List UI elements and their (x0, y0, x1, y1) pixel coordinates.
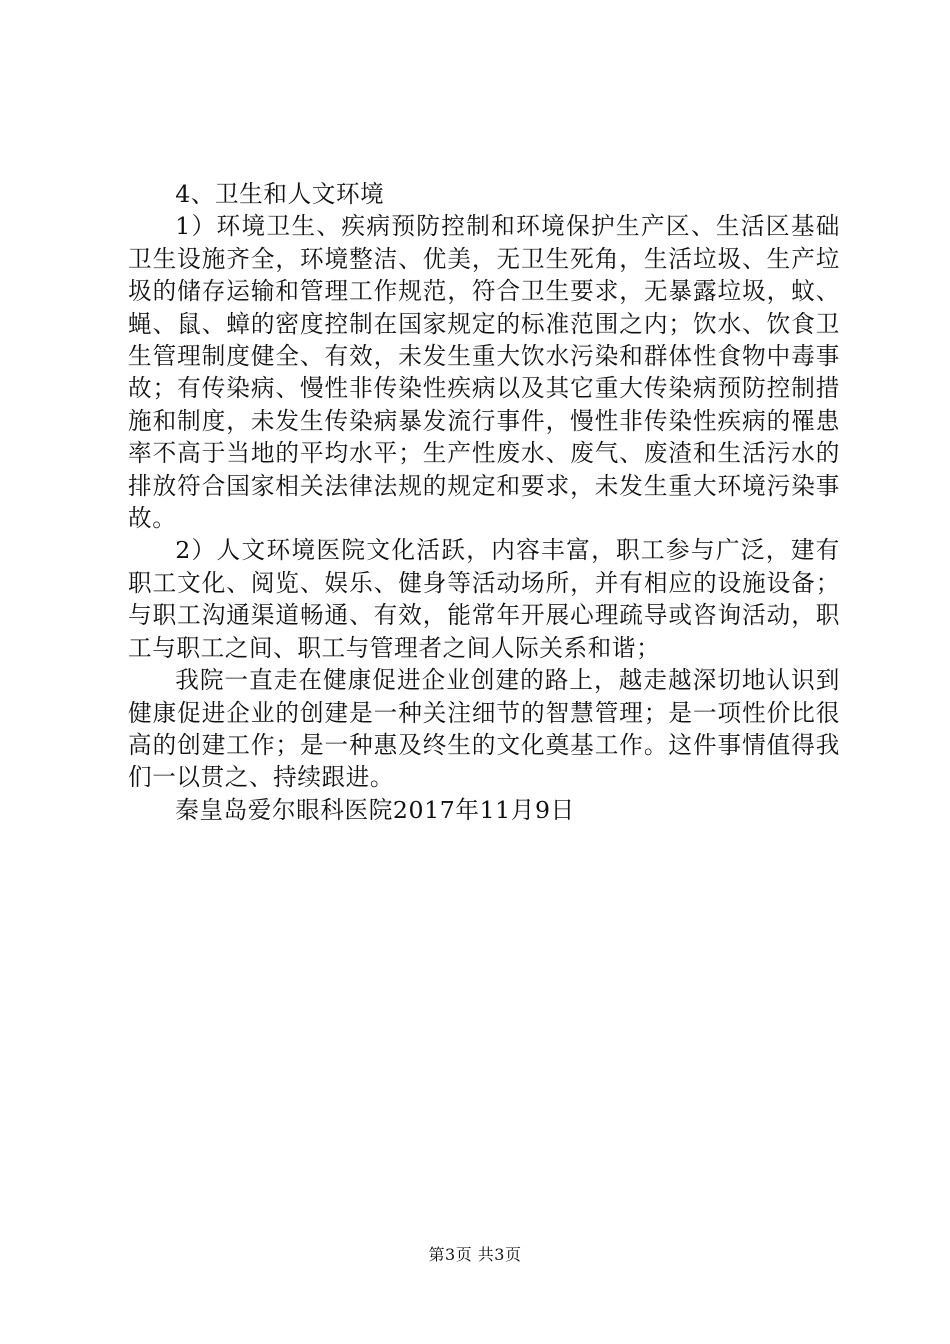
paragraph-conclusion: 我院一直走在健康促进企业创建的路上，越走越深切地认识到健康促进企业的创建是一种关注细节的智慧管理；是一项性价比很高的创建工作；是一种惠及终生的文化奠基工作。这件事情值得我们一以贯之、持续跟进。 (128, 666, 840, 792)
paragraph-humanistic-environment: 2）人文环境医院文化活跃，内容丰富，职工参与广泛，建有职工文化、阅览、娱乐、健身等活动场所，并有相应的设施设备；与职工沟通渠道畅通、有效，能常年开展心理疏导或咨询活动，职工与职工之间、职工与管理者之间人际关系和谐； (128, 536, 840, 662)
section-heading: 4、卫生和人文环境 (175, 180, 385, 208)
page-footer: 第3页 共3页 (428, 1245, 522, 1264)
document-body (128, 178, 840, 826)
paragraph-sanitation: 1）环境卫生、疾病预防控制和环境保护生产区、生活区基础卫生设施齐全，环境整洁、优美，无卫生死角，生活垃圾、生产垃圾的储存运输和管理工作规范，符合卫生要求，无暴露垃圾，蚊、蝇、鼠、蟑的密度控制在国家规定的标准范围之内；饮水、饮食卫生管理制度健全、有效，未发生重大饮水污染和群体性食物中毒事故；有传染病、慢性非传染性疾病以及其它重大传染病预防控制措施和制度，未发生传染病暴发流行事件，慢性非传染性疾病的罹患率不高于当地的平均水平；生产性废水、废气、废渣和生活污水的排放符合国家相关法律法规的规定和要求，未发生重大环境污染事故。 (128, 212, 840, 533)
signature-line: 秦皇岛爱尔眼科医院2017年11月9日 (175, 795, 575, 824)
